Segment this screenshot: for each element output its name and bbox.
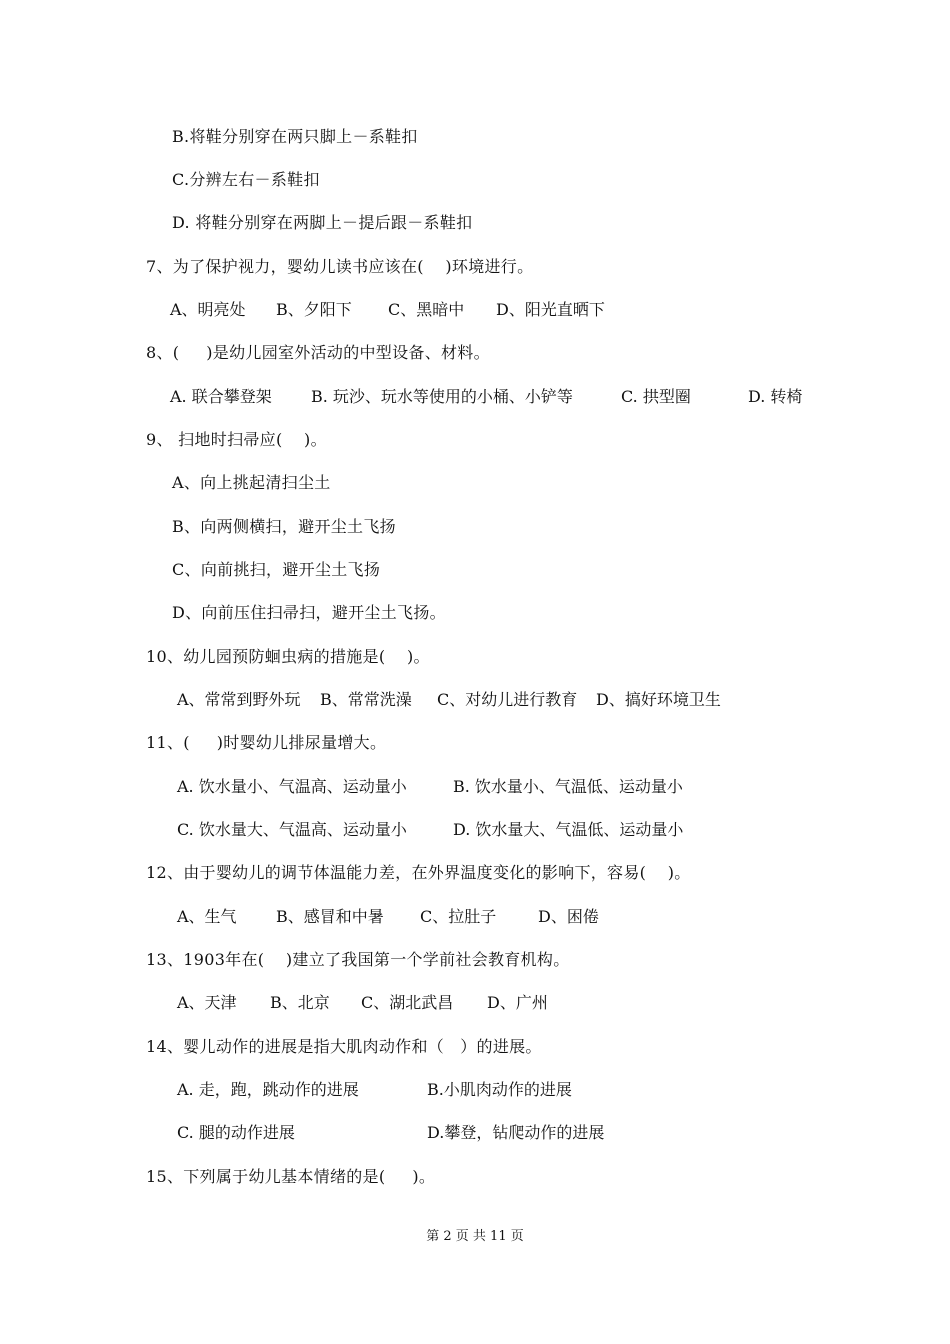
q13-option-b: B、北京 — [270, 993, 330, 1012]
q6-option-d: D. 将鞋分别穿在两脚上－提后跟－系鞋扣 — [172, 213, 473, 232]
q8-option-b: B. 玩沙、玩水等使用的小桶、小铲等 — [311, 387, 573, 406]
q12-option-d: D、困倦 — [538, 907, 599, 926]
q8-option-c: C. 拱型圈 — [621, 387, 691, 406]
q9-option-b: B、向两侧横扫，避开尘土飞扬 — [172, 517, 396, 536]
q7-option-a: A、明亮处 — [170, 300, 246, 319]
page-footer: 第 2 页 共 11 页 — [426, 1229, 524, 1244]
q9-option-d: D、向前压住扫帚扫，避开尘土飞扬。 — [172, 603, 446, 622]
q12-stem: 12、由于婴幼儿的调节体温能力差，在外界温度变化的影响下，容易( )。 — [146, 863, 691, 882]
q15-stem: 15、下列属于幼儿基本情绪的是( )。 — [146, 1167, 436, 1186]
q12-option-c: C、拉肚子 — [420, 907, 497, 926]
q14-option-b: B.小肌肉动作的进展 — [427, 1080, 572, 1099]
q14-option-c: C. 腿的动作进展 — [177, 1123, 295, 1142]
q7-stem: 7、为了保护视力，婴幼儿读书应该在( )环境进行。 — [146, 257, 534, 276]
q14-option-a: A. 走，跑，跳动作的进展 — [177, 1080, 359, 1099]
q8-stem: 8、( )是幼儿园室外活动的中型设备、材料。 — [146, 343, 490, 362]
q8-option-a: A. 联合攀登架 — [170, 387, 272, 406]
q13-stem: 13、1903年在( )建立了我国第一个学前社会教育机构。 — [146, 950, 570, 969]
q9-option-c: C、向前挑扫，避开尘土飞扬 — [172, 560, 381, 579]
q11-option-d: D. 饮水量大、气温低、运动量小 — [453, 820, 684, 839]
q11-stem: 11、( )时婴幼儿排尿量增大。 — [146, 733, 387, 752]
q10-option-b: B、常常洗澡 — [320, 690, 412, 709]
q10-option-d: D、搞好环境卫生 — [596, 690, 721, 709]
q12-option-b: B、感冒和中暑 — [276, 907, 384, 926]
q14-stem: 14、婴儿动作的进展是指大肌肉动作和（ ）的进展。 — [146, 1037, 542, 1056]
q14-option-d: D.攀登，钻爬动作的进展 — [427, 1123, 605, 1142]
q13-option-a: A、天津 — [177, 993, 237, 1012]
q10-option-a: A、常常到野外玩 — [177, 690, 301, 709]
q6-option-c: C.分辨左右－系鞋扣 — [172, 170, 320, 189]
q13-option-d: D、广州 — [487, 993, 548, 1012]
q9-option-a: A、向上挑起清扫尘土 — [172, 473, 331, 492]
q9-stem: 9、 扫地时扫帚应( )。 — [146, 430, 327, 449]
q13-option-c: C、湖北武昌 — [361, 993, 454, 1012]
q10-stem: 10、幼儿园预防蛔虫病的措施是( )。 — [146, 647, 430, 666]
q11-option-b: B. 饮水量小、气温低、运动量小 — [453, 777, 683, 796]
q7-option-d: D、阳光直晒下 — [496, 300, 605, 319]
q7-option-b: B、夕阳下 — [276, 300, 352, 319]
q11-option-a: A. 饮水量小、气温高、运动量小 — [177, 777, 407, 796]
q7-option-c: C、黑暗中 — [388, 300, 465, 319]
q6-option-b: B.将鞋分别穿在两只脚上－系鞋扣 — [172, 127, 418, 146]
q10-option-c: C、对幼儿进行教育 — [437, 690, 578, 709]
q8-option-d: D. 转椅 — [748, 387, 803, 406]
q11-option-c: C. 饮水量大、气温高、运动量小 — [177, 820, 407, 839]
q12-option-a: A、生气 — [177, 907, 237, 926]
